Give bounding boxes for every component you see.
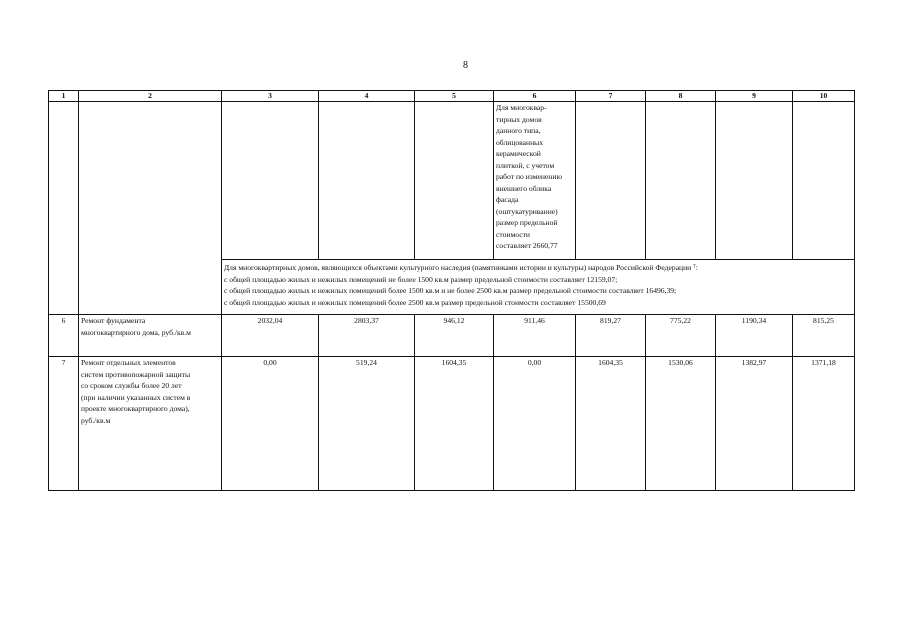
col-header: 9 (716, 91, 793, 102)
col-header: 8 (646, 91, 716, 102)
row-number: 6 (49, 315, 79, 357)
facade-note-line: облицованных (496, 137, 544, 147)
value-cell: 2803,37 (319, 315, 415, 357)
facade-note-line: размер предельной (496, 218, 558, 227)
col-header: 1 (49, 91, 79, 102)
table-row (49, 315, 855, 357)
facade-note-line: керамической (496, 149, 541, 158)
table-cell (49, 102, 79, 315)
value-cell: 0,00 (494, 357, 576, 491)
value-cell: 1604,35 (576, 357, 646, 491)
row-number: 7 (49, 357, 79, 491)
facade-note (494, 102, 576, 260)
continuation-row (49, 102, 855, 260)
column-header-row (49, 91, 855, 102)
facade-note-line: составляет 2660,77 (496, 241, 558, 250)
table-cell (576, 102, 646, 260)
table-cell (79, 102, 222, 315)
value-cell: 2032,04 (222, 315, 319, 357)
col-header: 4 (319, 91, 415, 102)
value-cell: 0,00 (222, 357, 319, 491)
value-cell: 815,25 (793, 315, 855, 357)
row-description: Ремонт отдельных элементов систем противопожарной защиты со сроком службы более 20 лет (при наличии указанных систем в проекте многоквартирного дома), руб./кв.м (79, 357, 222, 491)
col-header: 2 (79, 91, 222, 102)
facade-note-line: тирных домов (496, 114, 542, 124)
value-cell: 1530,06 (646, 357, 716, 491)
value-cell: 519,24 (319, 357, 415, 491)
value-cell: 1190,34 (716, 315, 793, 357)
facade-note-line: Для многоквар- (496, 103, 547, 112)
table-cell (415, 102, 494, 260)
row-description: Ремонт фундамента многоквартирного дома, руб./кв.м (79, 315, 222, 357)
heritage-note-line: Для многоквартирных домов, являющихся объектами культурного наследия (памятниками истории и культуры) народов Российской Федерации ⁷: (224, 263, 698, 272)
facade-note-line: работ по изменению (496, 172, 563, 181)
col-header: 7 (576, 91, 646, 102)
col-header: 3 (222, 91, 319, 102)
value-cell: 946,12 (415, 315, 494, 357)
value-cell: 1604,35 (415, 357, 494, 491)
value-cell: 1371,18 (793, 357, 855, 491)
table-row (49, 357, 855, 491)
facade-note-line: данного типа, (496, 126, 541, 135)
table-cell (319, 102, 415, 260)
value-cell: 911,46 (494, 315, 576, 357)
facade-note-line: (оштукатуривание) (496, 206, 558, 216)
heritage-note-line: с общей площадью жилых и нежилых помещений более 2500 кв.м размер предельной стоимости составляет 15500,69 (224, 297, 606, 307)
table-cell (646, 102, 716, 260)
col-header: 10 (793, 91, 855, 102)
heritage-note-line: с общей площадью жилых и нежилых помещений не более 1500 кв.м размер предельной стоимости составляет 12159,07; (224, 274, 618, 284)
facade-note-line: стоимости (496, 229, 530, 239)
value-cell: 1382,97 (716, 357, 793, 491)
table-cell (793, 102, 855, 260)
col-header: 5 (415, 91, 494, 102)
value-cell: 775,22 (646, 315, 716, 357)
facade-note-line: внешнего облика (496, 183, 552, 193)
table-cell (716, 102, 793, 260)
value-cell: 819,27 (576, 315, 646, 357)
table-cell (222, 102, 319, 260)
facade-note-line: плиткой, с учетом (496, 160, 555, 170)
heritage-note-line: с общей площадью жилых и нежилых помещений более 1500 кв.м и не более 2500 кв.м размер предельной стоимости составляет 16496,39; (224, 286, 677, 295)
heritage-note (222, 260, 855, 315)
cost-table (48, 90, 855, 491)
page-number: 8 (463, 60, 468, 71)
col-header: 6 (494, 91, 576, 102)
facade-note-line: фасада (496, 195, 519, 204)
